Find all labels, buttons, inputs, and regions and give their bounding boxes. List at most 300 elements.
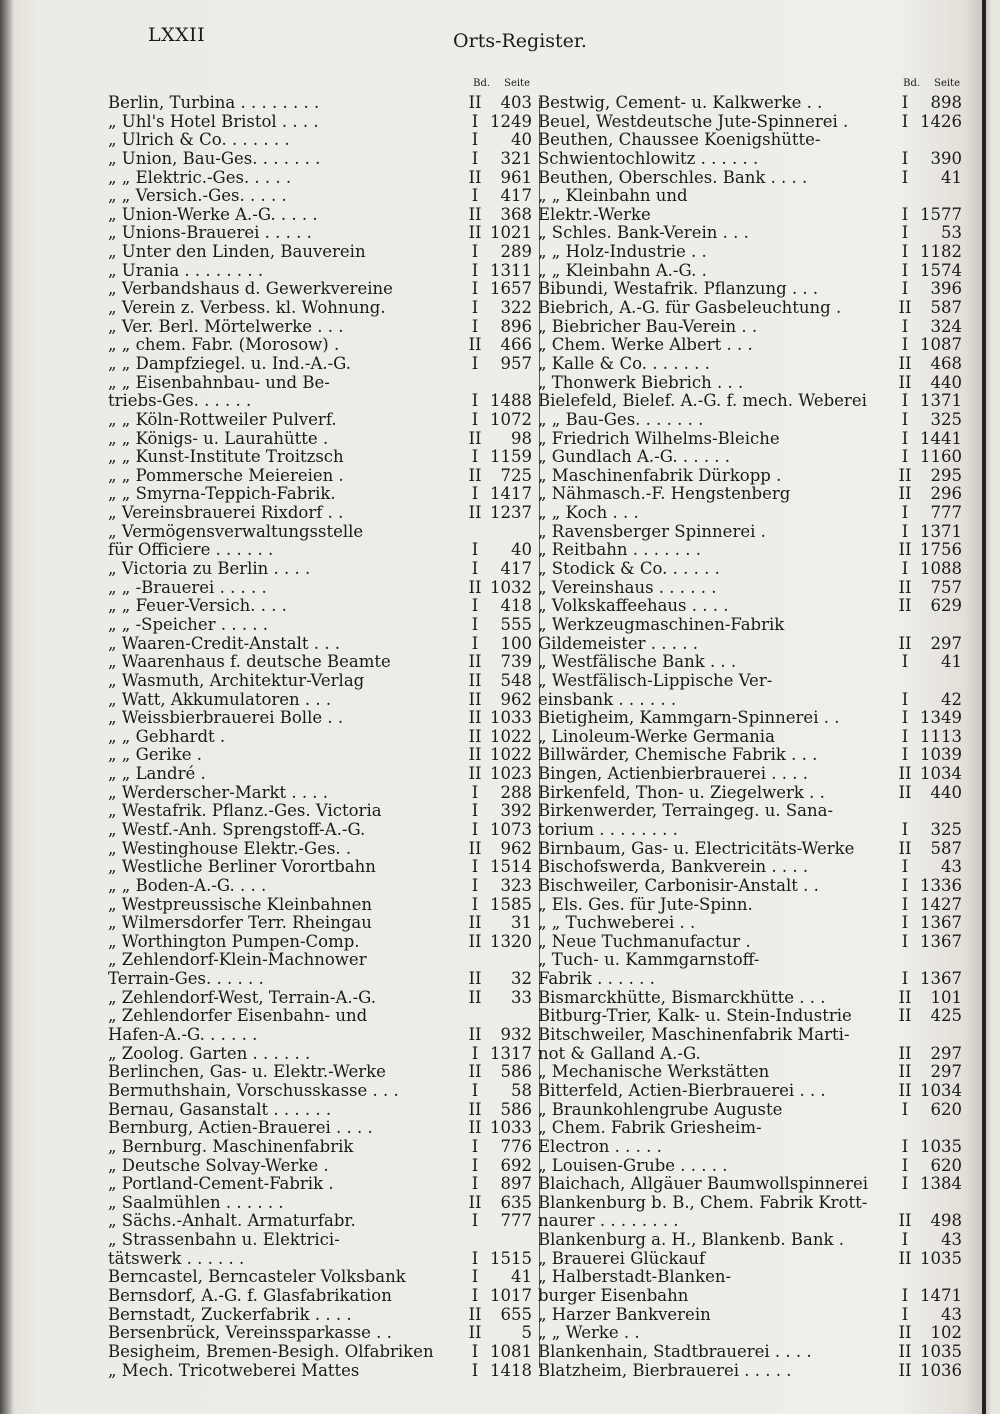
index-entry [538, 467, 968, 486]
entry-page: 1160 [920, 447, 962, 467]
entry-page: 1320 [490, 931, 532, 951]
entry-volume: I [901, 242, 909, 262]
index-entry [538, 430, 968, 449]
entry-name: Bietigheim, Kammgarn-Spinnerei . . [538, 709, 840, 728]
index-entry [538, 113, 968, 132]
entry-volume: I [901, 857, 909, 877]
entry-volume: II [468, 726, 482, 746]
entry-page: 548 [500, 670, 532, 690]
index-entry [538, 933, 968, 952]
index-entry [108, 896, 538, 915]
entry-name: Bitterfeld, Actien-Bierbrauerei . . . [538, 1081, 826, 1100]
entry-page: 102 [930, 1323, 962, 1343]
entry-page: 41 [941, 652, 962, 672]
entry-volume: I [901, 1099, 909, 1119]
entry-page: 1035 [920, 1136, 962, 1156]
index-entry [108, 616, 538, 635]
entry-volume: II [898, 987, 912, 1007]
index-entry [538, 709, 968, 728]
entry-page: 957 [500, 353, 532, 373]
index-entry [108, 1026, 538, 1045]
entry-name: Bernau, Gasanstalt . . . . . . [108, 1100, 332, 1119]
index-entry [108, 1306, 538, 1325]
entry-name: „ Thonwerk Biebrich . . . [538, 373, 744, 392]
index-entry [108, 541, 538, 560]
entry-page: 1159 [490, 447, 532, 467]
entry-page: 587 [930, 838, 962, 858]
entry-name: „ Portland-Cement-Fabrik . [108, 1175, 334, 1194]
index-entry [538, 653, 968, 672]
page-number: LXXII [148, 24, 206, 46]
index-entry [108, 206, 538, 225]
entry-name: „ „ Versich.-Ges. . . . . [108, 187, 287, 206]
entry-volume: I [471, 353, 479, 373]
entry-name: „ „ Koch . . . [538, 504, 639, 523]
index-entry [108, 1362, 538, 1381]
index-entry [108, 1007, 538, 1026]
index-entry [538, 914, 968, 933]
entry-name: „ Westliche Berliner Vorortbahn [108, 858, 376, 877]
entry-name: „ „ Smyrna-Teppich-Fabrik. [108, 485, 336, 504]
entry-volume [890, 1119, 920, 1138]
entry-page: 43 [941, 1304, 962, 1324]
entry-name: „ Chem. Werke Albert . . . [538, 336, 753, 355]
entry-page: 1237 [490, 503, 532, 523]
entry-page: 289 [500, 242, 532, 262]
entry-name: „ Ravensberger Spinnerei . [538, 522, 766, 541]
entry-name: „ „ Kleinbahn A.-G. . [538, 261, 707, 280]
entry-volume: I [471, 447, 479, 467]
entry-volume [890, 802, 920, 821]
entry-name: „ Werderscher-Markt . . . . [108, 783, 329, 802]
entry-name: „ Maschinenfabrik Dürkopp . [538, 466, 782, 485]
entry-volume: I [471, 298, 479, 318]
index-entry [538, 169, 968, 188]
index-entry [108, 355, 538, 374]
entry-name: Biebrich, A.-G. für Gasbeleuchtung . [538, 299, 842, 318]
entry-volume: I [471, 1155, 479, 1175]
index-entry [108, 280, 538, 299]
entry-page: 498 [930, 1211, 962, 1231]
index-entry [538, 672, 968, 691]
entry-volume: I [901, 931, 909, 951]
entry-volume: I [901, 204, 909, 224]
index-entry [108, 784, 538, 803]
index-entry [538, 858, 968, 877]
entry-page: 961 [500, 167, 532, 187]
entry-page: 392 [500, 801, 532, 821]
entry-page: 586 [500, 1062, 532, 1082]
index-entry [538, 691, 968, 710]
entry-page [920, 131, 968, 150]
entry-volume: I [471, 1174, 479, 1194]
entry-volume: II [898, 1080, 912, 1100]
entry-name: „ Reitbahn . . . . . . . [538, 541, 701, 560]
entry-page: 466 [500, 335, 532, 355]
index-entry [538, 1306, 968, 1325]
index-entry [538, 970, 968, 989]
entry-name: „ Westf.-Anh. Sprengstoff-A.-G. [108, 820, 366, 839]
entry-volume: II [898, 465, 912, 485]
entry-volume [890, 672, 920, 691]
index-entry [538, 1045, 968, 1064]
entry-page [920, 187, 968, 206]
entry-volume [460, 951, 490, 970]
entry-page: 1033 [490, 1118, 532, 1138]
entry-name: „ Kalle & Co. . . . . . . [538, 354, 710, 373]
entry-page: 33 [511, 987, 532, 1007]
entry-name: Blankenburg a. H., Blankenb. Bank . [538, 1231, 844, 1250]
index-entry [108, 1287, 538, 1306]
entry-name: „ Waarenhaus f. deutsche Beamte [108, 653, 391, 672]
entry-volume: I [901, 409, 909, 429]
entry-volume: II [898, 1043, 912, 1063]
entry-volume: II [468, 670, 482, 690]
entry-volume: II [468, 689, 482, 709]
entry-name: „ Urania . . . . . . . . [108, 261, 264, 280]
index-entry [108, 374, 538, 393]
entry-volume: II [468, 969, 482, 989]
entry-name: „ Weissbierbrauerei Bolle . . [108, 709, 344, 728]
index-entry [108, 131, 538, 150]
entry-name: „ Sächs.-Anhalt. Armaturfabr. [108, 1212, 356, 1231]
entry-volume: I [901, 1304, 909, 1324]
index-entry [108, 709, 538, 728]
entry-page: 1087 [920, 335, 962, 355]
index-entry [108, 1063, 538, 1082]
entry-page: 739 [500, 652, 532, 672]
page-edge-shadow [982, 0, 986, 1414]
entry-page [490, 1231, 538, 1250]
entry-page: 1034 [920, 1080, 962, 1100]
entry-volume: I [901, 1286, 909, 1305]
entry-name: „ Westfälische Bank . . . [538, 653, 737, 672]
index-entry [108, 672, 538, 691]
index-entry [538, 541, 968, 560]
entry-volume [890, 1194, 920, 1213]
entry-volume: I [901, 745, 909, 765]
entry-name: „ „ Elektric.-Ges. . . . . [108, 168, 292, 187]
entry-page: 1081 [490, 1341, 532, 1361]
entry-name: „ „ Gerike . [108, 746, 202, 765]
entry-name: Bernsdorf, A.-G. f. Glasfabrikation [108, 1287, 392, 1305]
entry-page: 41 [941, 167, 962, 187]
entry-page: 898 [930, 93, 962, 112]
entry-name: „ Saalmühlen . . . . . . [108, 1193, 284, 1212]
index-entry [538, 374, 968, 393]
entry-page: 1113 [920, 726, 962, 746]
index-entry [108, 94, 538, 113]
entry-name: „ Zehlendorf-Klein-Machnower [108, 951, 367, 970]
entry-name: Beuthen, Oberschles. Bank . . . . [538, 168, 808, 187]
entry-name: Elektr.-Werke [538, 205, 651, 224]
index-entry [538, 224, 968, 243]
entry-volume: II [468, 428, 482, 448]
entry-page: 321 [500, 148, 532, 168]
entry-volume: II [468, 708, 482, 728]
entry-page: 1022 [490, 726, 532, 746]
entry-volume [460, 1007, 490, 1026]
entry-volume: I [901, 726, 909, 746]
index-entry [538, 1138, 968, 1157]
index-entry [108, 448, 538, 467]
entry-name: „ „ Köln-Rottweiler Pulverf. [108, 410, 337, 429]
entry-volume: II [468, 465, 482, 485]
entry-name: „ Westafrik. Pflanz.-Ges. Victoria [108, 802, 382, 821]
index-column-left [108, 78, 538, 1380]
entry-page: 295 [930, 465, 962, 485]
entry-volume: I [901, 503, 909, 523]
entry-volume: II [468, 652, 482, 672]
entry-page: 555 [500, 614, 532, 634]
entry-page: 325 [930, 409, 962, 429]
index-entry [108, 523, 538, 542]
entry-page: 1371 [920, 391, 962, 411]
entry-page: 777 [930, 503, 962, 523]
entry-name: „ Werkzeugmaschinen-Fabrik [538, 615, 785, 634]
entry-name: „ Ulrich & Co. . . . . . . [108, 131, 290, 150]
index-entry [538, 355, 968, 374]
entry-volume: II [898, 1323, 912, 1343]
index-entry [108, 485, 538, 504]
entry-name: Bischofswerda, Bankverein . . . . [538, 858, 809, 877]
entry-page: 297 [930, 1062, 962, 1082]
entry-name: Bingen, Actienbierbrauerei . . . . [538, 765, 808, 784]
entry-page: 757 [930, 577, 962, 597]
index-entry [108, 765, 538, 784]
entry-name: Bernburg, Actien-Brauerei . . . . [108, 1119, 373, 1138]
index-entry [538, 728, 968, 747]
index-entry [538, 150, 968, 169]
entry-name: Birkenfeld, Thon- u. Ziegelwerk . . [538, 783, 825, 802]
index-entry [538, 1082, 968, 1101]
entry-name: „ Wasmuth, Architektur-Verlag [108, 671, 365, 690]
index-entry [108, 821, 538, 840]
entry-page: 1088 [920, 559, 962, 579]
entry-volume: II [898, 577, 912, 597]
entry-page: 1035 [920, 1341, 962, 1361]
entry-volume: I [901, 708, 909, 728]
entry-page: 40 [511, 130, 532, 150]
entry-name: tätswerk . . . . . . [108, 1249, 245, 1268]
index-entry [108, 504, 538, 523]
entry-page: 417 [500, 559, 532, 579]
entry-page: 1367 [920, 969, 962, 989]
entry-page [920, 672, 968, 691]
entry-volume: II [898, 1006, 912, 1026]
index-entry [538, 560, 968, 579]
entry-volume: I [471, 484, 479, 504]
index-entry [538, 840, 968, 859]
entry-page: 777 [500, 1211, 532, 1231]
entry-name: Blatzheim, Bierbrauerei . . . . . [538, 1361, 792, 1380]
entry-volume: II [468, 223, 482, 243]
entry-name: Beuthen, Chaussee Koenigshütte- [538, 131, 821, 150]
entry-page: 417 [500, 186, 532, 206]
index-entry [538, 206, 968, 225]
entry-page: 323 [500, 875, 532, 895]
entry-name: Bestwig, Cement- u. Kalkwerke . . [538, 94, 823, 112]
index-entry [538, 597, 968, 616]
entry-volume: I [901, 148, 909, 168]
entry-name: „ Westfälisch-Lippische Ver- [538, 671, 773, 690]
entry-page: 324 [930, 316, 962, 336]
entry-volume: II [898, 782, 912, 802]
entry-name: „ „ -Brauerei . . . . . [108, 578, 267, 597]
index-entry [108, 560, 538, 579]
entry-volume: II [898, 1341, 912, 1361]
entry-name: „ Friedrich Wilhelms-Bleiche [538, 429, 780, 448]
entry-page: 962 [500, 689, 532, 709]
index-entry [538, 318, 968, 337]
index-entry [108, 802, 538, 821]
entry-page: 932 [500, 1025, 532, 1045]
index-entry [108, 597, 538, 616]
entry-volume: I [901, 223, 909, 243]
index-entry [108, 970, 538, 989]
entry-volume: II [468, 1304, 482, 1324]
entry-volume: II [468, 745, 482, 765]
entry-volume: I [471, 409, 479, 429]
entry-page: 322 [500, 298, 532, 318]
index-entry [108, 746, 538, 765]
entry-page [490, 1007, 538, 1026]
entry-volume: I [901, 969, 909, 989]
index-entry [108, 1119, 538, 1138]
entry-page: 1021 [490, 223, 532, 243]
index-entry [108, 150, 538, 169]
entry-volume: II [468, 931, 482, 951]
entry-volume: I [471, 1360, 479, 1380]
entry-volume: II [468, 987, 482, 1007]
entry-name: Blankenburg b. B., Chem. Fabrik Krott- [538, 1193, 868, 1212]
entry-name: Billwärder, Chemische Fabrik . . . [538, 746, 818, 765]
entry-name: „ Vermögensverwaltungsstelle [108, 522, 364, 541]
entry-volume: II [468, 838, 482, 858]
index-entry [108, 187, 538, 206]
column-header [108, 78, 538, 94]
index-entry [538, 392, 968, 411]
entry-page: 1426 [920, 111, 962, 131]
entry-name: „ Els. Ges. für Jute-Spinn. [538, 895, 753, 914]
index-entry [538, 877, 968, 896]
index-entry [108, 262, 538, 281]
entry-volume: I [901, 1174, 909, 1194]
entry-page: 43 [941, 857, 962, 877]
entry-page: 1032 [490, 577, 532, 597]
page-label: Seite [934, 78, 960, 89]
index-entry [108, 840, 538, 859]
entry-page: 1657 [490, 279, 532, 299]
entry-volume: I [471, 559, 479, 579]
index-column-right [538, 78, 968, 1380]
entry-name: „ Zehlendorf-West, Terrain-A.-G. [108, 988, 377, 1007]
entry-name: triebs-Ges. . . . . . [108, 392, 252, 411]
entry-name: „ Nähmasch.-F. Hengstenberg [538, 485, 791, 504]
entry-volume: II [898, 372, 912, 392]
entry-volume: I [471, 875, 479, 895]
entry-volume: I [471, 111, 479, 131]
entry-name: „ Mechanische Werkstätten [538, 1063, 770, 1082]
entry-page: 1034 [920, 764, 962, 784]
entry-volume: II [468, 93, 482, 112]
entry-page: 587 [930, 298, 962, 318]
entry-volume: II [898, 353, 912, 373]
index-entry [108, 1101, 538, 1120]
entry-page [490, 951, 538, 970]
entry-name: burger Eisenbahn [538, 1287, 689, 1305]
entry-volume: I [471, 857, 479, 877]
entry-name: „ Watt, Akkumulatoren . . . [108, 690, 332, 709]
entry-page: 897 [500, 1174, 532, 1194]
entry-volume: I [471, 1341, 479, 1361]
entry-volume: II [898, 633, 912, 653]
index-entry [538, 448, 968, 467]
entry-volume: I [471, 894, 479, 914]
index-entry [108, 1231, 538, 1250]
index-entry [538, 299, 968, 318]
entry-volume: I [471, 242, 479, 262]
entry-page [920, 1119, 968, 1138]
entry-volume [890, 131, 920, 150]
index-entry [538, 523, 968, 542]
entry-volume: I [901, 875, 909, 895]
entry-page: 1317 [490, 1043, 532, 1063]
entry-volume [890, 1026, 920, 1045]
entry-volume: II [898, 596, 912, 616]
entry-volume: I [471, 596, 479, 616]
index-entry [538, 802, 968, 821]
entry-volume: I [901, 1136, 909, 1156]
entry-page: 1249 [490, 111, 532, 131]
entry-volume: I [901, 391, 909, 411]
entry-name: „ Gundlach A.-G. . . . . . [538, 448, 731, 467]
entry-name: „ Zoolog. Garten . . . . . . [108, 1044, 311, 1063]
entry-volume: II [468, 167, 482, 187]
page-label: Seite [504, 78, 530, 89]
index-entry [538, 896, 968, 915]
entry-volume: I [901, 260, 909, 280]
index-entry [538, 1101, 968, 1120]
index-entry [108, 1268, 538, 1287]
entry-volume: I [901, 913, 909, 933]
entry-volume: I [901, 1155, 909, 1175]
index-entry [108, 1082, 538, 1101]
index-entry [538, 131, 968, 150]
entry-volume [890, 1268, 920, 1287]
index-entry [538, 1194, 968, 1213]
index-entry [108, 430, 538, 449]
entry-volume: I [901, 335, 909, 355]
entry-name: „ „ -Speicher . . . . . [108, 615, 269, 634]
entry-page: 98 [511, 428, 532, 448]
entry-page: 425 [930, 1006, 962, 1026]
index-entry [108, 635, 538, 654]
entry-name: „ Strassenbahn u. Elektrici- [108, 1231, 340, 1250]
entry-volume: I [471, 279, 479, 299]
entry-volume: I [471, 1286, 479, 1305]
entry-name: „ Victoria zu Berlin . . . . [108, 560, 311, 579]
entry-volume: I [901, 279, 909, 299]
entry-volume: I [901, 521, 909, 541]
index-entry [538, 280, 968, 299]
index-entry [108, 1250, 538, 1269]
index-entry [108, 336, 538, 355]
entry-volume: II [898, 1248, 912, 1268]
index-entry [108, 691, 538, 710]
entry-volume: II [898, 838, 912, 858]
entry-name: „ Westinghouse Elektr.-Ges. . [108, 839, 352, 858]
